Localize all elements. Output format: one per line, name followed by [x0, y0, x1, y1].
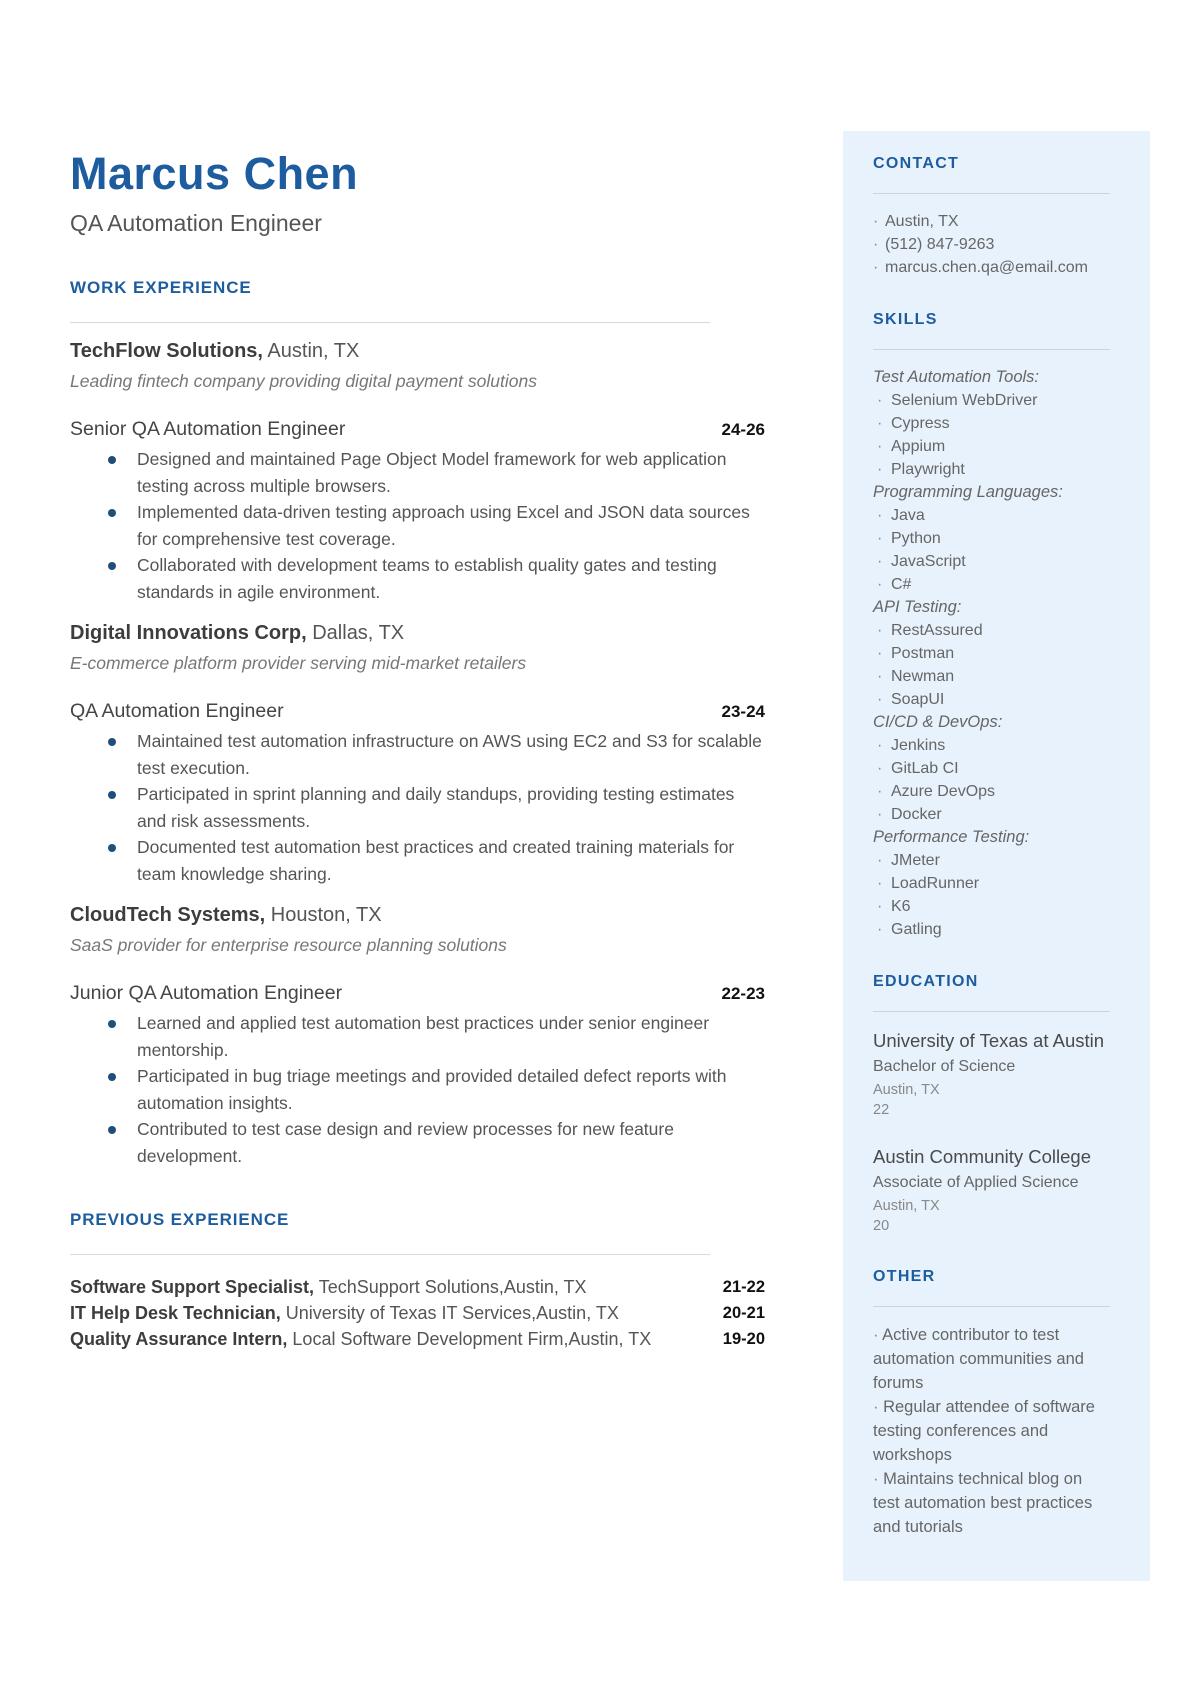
skill-item: · Gatling: [873, 918, 1110, 941]
skill-item: · GitLab CI: [873, 757, 1110, 780]
skill-item: · Cypress: [873, 412, 1110, 435]
skill-group-label: API Testing:: [873, 598, 962, 616]
previous-experience-row: [70, 1300, 765, 1326]
skill-item: · Jenkins: [873, 734, 1110, 757]
other-item: · Active contributor to test automation communities and forums: [873, 1323, 1110, 1395]
skill-item: · JavaScript: [873, 550, 1110, 573]
previous-role: Quality Assurance Intern,: [70, 1329, 288, 1350]
company-name: CloudTech Systems,: [70, 904, 266, 927]
bullet-item: Documented test automation best practices and created training materials for team knowledge sharing.: [70, 834, 765, 887]
job-title: Junior QA Automation Engineer: [70, 982, 343, 1005]
company-line: [70, 338, 765, 365]
job-title: QA Automation Engineer: [70, 700, 284, 723]
job-dates: 22-23: [721, 984, 765, 1004]
education-entry: [873, 1144, 1110, 1236]
candidate-name: Marcus Chen: [70, 148, 359, 199]
education-entry: [873, 1028, 1110, 1120]
school-year: 20: [873, 1218, 890, 1234]
contact-location: · Austin, TX: [873, 210, 1110, 233]
education-section: [873, 973, 1110, 1236]
bullet-item: Collaborated with development teams to establish quality gates and testing standards in agile environment.: [70, 552, 765, 605]
skill-item: · SoapUI: [873, 688, 1110, 711]
school-degree: Associate of Applied Science: [873, 1174, 1079, 1191]
section-divider: [70, 1254, 710, 1255]
previous-experience-heading: PREVIOUS EXPERIENCE: [70, 1210, 290, 1230]
skill-group-label: Performance Testing:: [873, 828, 1030, 846]
skill-item: · K6: [873, 895, 1110, 918]
previous-experience-row: [70, 1326, 765, 1352]
work-experience-heading: WORK EXPERIENCE: [70, 278, 252, 298]
job-bullet-list: [70, 1010, 765, 1169]
company-tagline: E-commerce platform provider serving mid-market retailers: [70, 653, 527, 674]
previous-role-company: [70, 1300, 619, 1326]
school-year: 22: [873, 1102, 890, 1118]
previous-role: Software Support Specialist,: [70, 1277, 315, 1298]
other-heading: OTHER: [873, 1268, 936, 1285]
company-name: TechFlow Solutions,: [70, 340, 263, 363]
bullet-item: Implemented data-driven testing approach using Excel and JSON data sources for comprehensive test coverage.: [70, 499, 765, 552]
sidebar-divider: [873, 1011, 1110, 1012]
role-row: [70, 418, 765, 441]
bullet-item: Maintained test automation infrastructure on AWS using EC2 and S3 for scalable test execution.: [70, 728, 765, 781]
role-row: [70, 700, 765, 723]
contact-email: · marcus.chen.qa@email.com: [873, 256, 1110, 279]
school-degree: Bachelor of Science: [873, 1058, 1016, 1075]
skill-item: · Postman: [873, 642, 1110, 665]
skill-group-label: CI/CD & DevOps:: [873, 713, 1003, 731]
skill-item: · Selenium WebDriver: [873, 389, 1110, 412]
company-line: [70, 902, 765, 929]
job-dates: 24-26: [721, 420, 765, 440]
skill-item: · Azure DevOps: [873, 780, 1110, 803]
sidebar-divider: [873, 349, 1110, 350]
company-location: Dallas, TX: [312, 622, 405, 645]
other-item: · Regular attendee of software testing conferences and workshops: [873, 1395, 1110, 1467]
job-bullet-list: [70, 446, 765, 605]
skills-section: [873, 311, 1110, 941]
skill-group-label: Programming Languages:: [873, 483, 1063, 501]
job-title: Senior QA Automation Engineer: [70, 418, 346, 441]
education-heading: EDUCATION: [873, 973, 979, 990]
sidebar: [843, 131, 1150, 1581]
previous-role: IT Help Desk Technician,: [70, 1303, 281, 1324]
previous-company: TechSupport Solutions,Austin, TX: [318, 1277, 587, 1298]
previous-experience-list: [70, 1274, 765, 1352]
bullet-item: Participated in sprint planning and daily standups, providing testing estimates and risk assessments.: [70, 781, 765, 834]
contact-heading: CONTACT: [873, 155, 960, 172]
skill-item: · Java: [873, 504, 1110, 527]
previous-company: Local Software Development Firm,Austin, TX: [292, 1329, 652, 1350]
previous-role-company: [70, 1326, 651, 1352]
company-line: [70, 620, 765, 647]
skill-item: · Playwright: [873, 458, 1110, 481]
other-item: · Maintains technical blog on test automation best practices and tutorials: [873, 1467, 1110, 1539]
contact-section: [873, 155, 1110, 279]
job-entry: [70, 902, 765, 1169]
main-column: [70, 150, 765, 1352]
bullet-item: Designed and maintained Page Object Model framework for web application testing across multiple browsers.: [70, 446, 765, 499]
previous-dates: 21-22: [722, 1278, 765, 1297]
previous-company: University of Texas IT Services,Austin, TX: [285, 1303, 619, 1324]
job-dates: 23-24: [721, 702, 765, 722]
skill-item: · RestAssured: [873, 619, 1110, 642]
other-section: [873, 1268, 1110, 1539]
job-bullet-list: [70, 728, 765, 887]
skill-item: · C#: [873, 573, 1110, 596]
job-entry: [70, 338, 765, 605]
skill-item: · JMeter: [873, 849, 1110, 872]
role-row: [70, 982, 765, 1005]
skill-item: · Appium: [873, 435, 1110, 458]
job-entry: [70, 620, 765, 887]
contact-phone: · (512) 847-9263: [873, 233, 1110, 256]
skill-item: · Docker: [873, 803, 1110, 826]
bullet-item: Participated in bug triage meetings and provided detailed defect reports with automation insights.: [70, 1063, 765, 1116]
bullet-item: Learned and applied test automation best practices under senior engineer mentorship.: [70, 1010, 765, 1063]
school-name: University of Texas at Austin: [873, 1030, 1105, 1051]
skill-item: · LoadRunner: [873, 872, 1110, 895]
skills-heading: SKILLS: [873, 311, 938, 328]
company-location: Austin, TX: [267, 340, 360, 363]
section-divider: [70, 322, 710, 323]
company-tagline: Leading fintech company providing digital payment solutions: [70, 371, 537, 392]
sidebar-divider: [873, 1306, 1110, 1307]
previous-role-company: [70, 1274, 587, 1300]
previous-dates: 19-20: [722, 1330, 765, 1349]
previous-experience-row: [70, 1274, 765, 1300]
company-tagline: SaaS provider for enterprise resource planning solutions: [70, 935, 507, 956]
skill-item: · Python: [873, 527, 1110, 550]
skill-item: · Newman: [873, 665, 1110, 688]
skill-group-label: Test Automation Tools:: [873, 368, 1040, 386]
school-name: Austin Community College: [873, 1146, 1091, 1167]
bullet-item: Contributed to test case design and review processes for new feature development.: [70, 1116, 765, 1169]
candidate-title: QA Automation Engineer: [70, 210, 322, 237]
sidebar-divider: [873, 193, 1110, 194]
company-name: Digital Innovations Corp,: [70, 622, 307, 645]
school-location: Austin, TX: [873, 1082, 940, 1098]
school-location: Austin, TX: [873, 1198, 940, 1214]
previous-dates: 20-21: [722, 1304, 765, 1323]
company-location: Houston, TX: [270, 904, 382, 927]
